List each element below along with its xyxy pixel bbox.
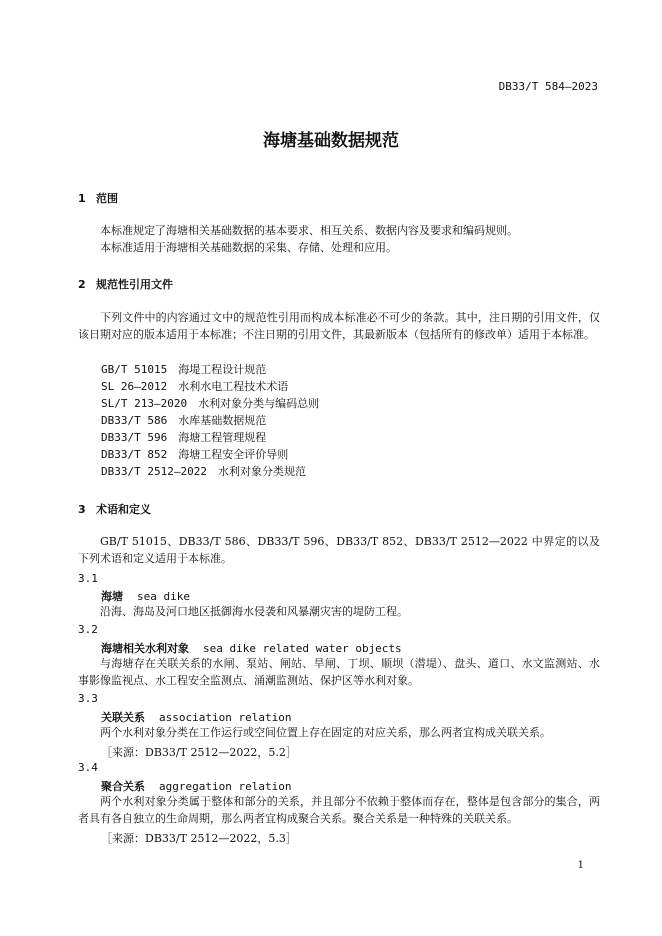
term-english: sea dike (137, 590, 190, 603)
term-definition: 沿海、海岛及河口地区抵御海水侵袭和风暴潮灾害的堤防工程。 (100, 605, 408, 618)
term-english: association relation (159, 711, 292, 724)
term-definition: 两个水利对象分类属于整体和部分的关系，并且部分不依赖于整体而存在，整体是包含部分的集合，两者具有各自独立的生命周期，那么两者宜构成聚合关系。聚合关系是一种特殊的关联关系。 (78, 795, 600, 825)
paragraph: 本标准适用于海塘相关基础数据的采集、存储、处理和应用。 (100, 241, 397, 254)
reference-item: SL/T 213—2020 水利对象分类与编码总则 (101, 397, 320, 410)
term-heading (101, 709, 291, 725)
section-3-heading (78, 501, 151, 517)
page-title: 海塘基础数据规范 (263, 131, 399, 151)
section-title: 范围 (96, 192, 118, 205)
section-title: 术语和定义 (96, 503, 151, 516)
term-source: ［来源：DB33/T 2512—2022，5.3］ (101, 832, 297, 845)
term-number: 3.4 (78, 761, 98, 774)
term-source: ［来源：DB33/T 2512—2022，5.2］ (101, 746, 297, 759)
paragraph: 本标准规定了海塘相关基础数据的基本要求、相互关系、数据内容及要求和编码规则。 (100, 224, 518, 237)
term-chinese: 关联关系 (101, 711, 145, 724)
term-definition: 两个水利对象分类在工作运行或空间位置上存在固定的对应关系，那么两者宜构成关联关系。 (100, 726, 551, 739)
section-number: 1 (78, 192, 86, 205)
reference-item: DB33/T 2512—2022 水利对象分类规范 (101, 465, 306, 478)
term-definition: 与海塘存在关联关系的水闸、泵站、闸站、旱闸、丁坝、顺坝（潜堤）、盘头、道口、水文监测站、水事影像监视点、水工程安全监测点、涌潮监测站、保护区等水利对象。 (78, 657, 600, 687)
term-heading (101, 778, 291, 794)
section-number: 3 (78, 503, 86, 516)
section-number: 2 (78, 278, 86, 291)
term-number: 3.1 (78, 572, 98, 585)
term-chinese: 海塘 (101, 590, 123, 603)
reference-item: DB33/T 596 海塘工程管理规程 (101, 431, 267, 444)
reference-item: DB33/T 852 海塘工程安全评价导则 (101, 448, 289, 461)
term-heading (101, 640, 402, 656)
term-heading (101, 588, 190, 604)
term-number: 3.2 (78, 623, 98, 636)
reference-item: SL 26—2012 水利水电工程技术术语 (101, 380, 289, 393)
reference-item: GB/T 51015 海堤工程设计规范 (101, 363, 267, 376)
section-title: 规范性引用文件 (96, 278, 173, 291)
reference-item: DB33/T 586 水库基础数据规范 (101, 414, 267, 427)
term-number: 3.3 (78, 692, 98, 705)
term-english: aggregation relation (159, 780, 292, 793)
term-english: sea dike related water objects (203, 642, 402, 655)
document-code: DB33/T 584—2023 (498, 80, 598, 93)
section-1-heading (78, 190, 118, 206)
paragraph: GB/T 51015、DB33/T 586、DB33/T 596、DB33/T 852、DB33/T 2512—2022 中界定的以及下列术语和定义适用于本标准。 (78, 535, 600, 565)
term-chinese: 聚合关系 (101, 780, 145, 793)
page-number: 1 (577, 860, 584, 871)
paragraph: 下列文件中的内容通过文中的规范性引用而构成本标准必不可少的条款。其中，注日期的引用文件，仅该日期对应的版本适用于本标准；不注日期的引用文件，其最新版本（包括所有的修改单）适用于本标准。 (78, 311, 600, 341)
term-chinese: 海塘相关水利对象 (101, 642, 189, 655)
section-2-heading (78, 276, 173, 292)
